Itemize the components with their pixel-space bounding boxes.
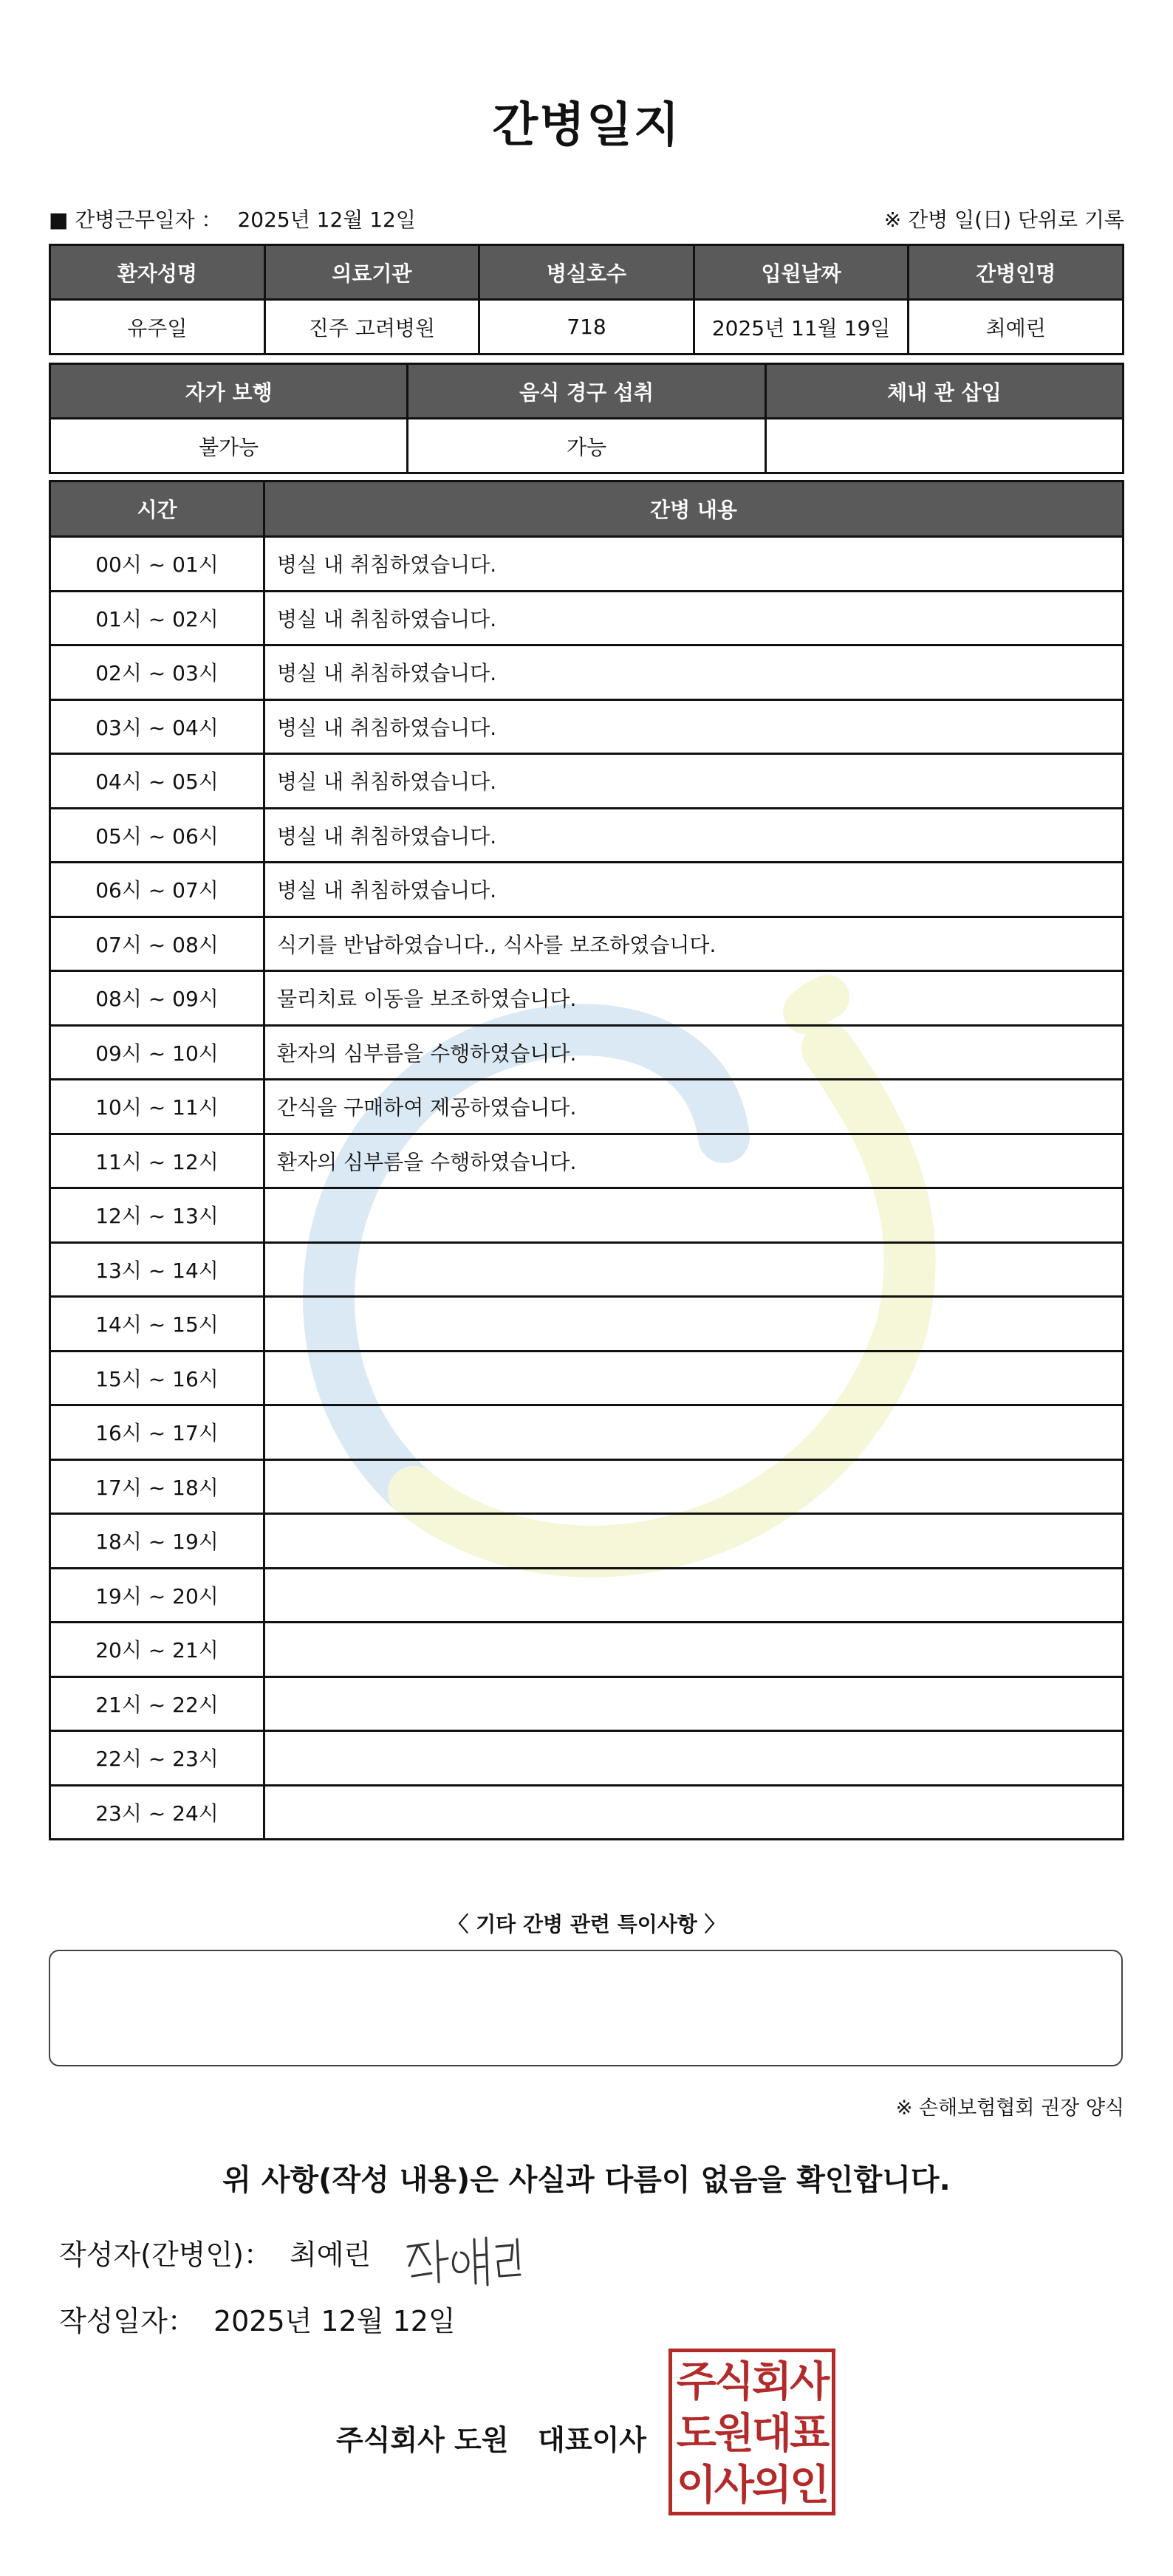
row-time: 12시 ~ 13시	[50, 1188, 264, 1243]
row-time: 14시 ~ 15시	[50, 1297, 264, 1352]
author-name: 최예린	[290, 2238, 372, 2271]
table-row	[50, 591, 1124, 645]
row-content: 병실 내 취침하였습니다.	[264, 645, 1124, 700]
table-row	[50, 1297, 1124, 1352]
row-time: 09시 ~ 10시	[50, 1025, 264, 1080]
room-number: 718	[479, 300, 694, 354]
row-time: 19시 ~ 20시	[50, 1568, 264, 1623]
table-row	[50, 1731, 1124, 1786]
handwritten-signature	[399, 2230, 532, 2297]
care-log-body	[50, 537, 1124, 1840]
admission-date: 2025년 11월 19일	[694, 300, 909, 354]
row-time: 00시 ~ 01시	[50, 537, 264, 592]
row-content	[264, 1351, 1124, 1405]
row-content: 병실 내 취침하였습니다.	[264, 537, 1124, 592]
header-hospital: 의료기관	[264, 245, 479, 300]
row-content	[264, 1623, 1124, 1677]
row-content: 간식을 구매하여 제공하였습니다.	[264, 1080, 1124, 1134]
work-date-value: 2025년 12월 12일	[237, 208, 416, 232]
table-row	[50, 537, 1124, 592]
table-row	[50, 1080, 1124, 1134]
row-content: 식기를 반납하였습니다., 식사를 보조하였습니다.	[264, 917, 1124, 971]
seal-line-3: 이사의인	[676, 2462, 828, 2510]
company-name: 주식회사 도원 대표이사	[336, 2424, 646, 2456]
table-row	[50, 1514, 1124, 1569]
row-content	[264, 1785, 1124, 1840]
header-caregiver: 간병인명	[909, 245, 1124, 300]
tube-status	[765, 419, 1123, 473]
row-time: 06시 ~ 07시	[50, 863, 264, 917]
table-row	[50, 645, 1124, 700]
row-time: 17시 ~ 18시	[50, 1459, 264, 1514]
row-time: 03시 ~ 04시	[50, 699, 264, 754]
row-content: 병실 내 취침하였습니다.	[264, 591, 1124, 645]
table-row	[50, 1459, 1124, 1514]
patient-name: 유주일	[50, 300, 265, 354]
header-tube: 체내 관 삽입	[765, 364, 1123, 419]
header-room: 병실호수	[479, 245, 694, 300]
row-time: 01시 ~ 02시	[50, 591, 264, 645]
row-time: 22시 ~ 23시	[50, 1731, 264, 1786]
date-line	[59, 2298, 456, 2339]
table-row	[50, 1025, 1124, 1080]
date-label: 작성일자：	[59, 2305, 196, 2337]
row-time: 04시 ~ 05시	[50, 754, 264, 809]
row-content	[264, 1459, 1124, 1514]
row-time: 15시 ~ 16시	[50, 1351, 264, 1405]
row-time: 20시 ~ 21시	[50, 1623, 264, 1677]
author-label: 작성자(간병인)：	[59, 2238, 272, 2271]
date-value: 2025년 12월 12일	[213, 2305, 456, 2337]
table-row	[50, 971, 1124, 1026]
table-row	[50, 754, 1124, 809]
seal-line-2: 도원대표	[676, 2410, 828, 2458]
row-content: 병실 내 취침하였습니다.	[264, 754, 1124, 809]
table-row	[50, 1188, 1124, 1243]
header-time: 시간	[50, 482, 264, 537]
table-row	[50, 1134, 1124, 1188]
row-content	[264, 1676, 1124, 1731]
table-row	[50, 1351, 1124, 1405]
table-row	[50, 917, 1124, 971]
row-time: 07시 ~ 08시	[50, 917, 264, 971]
table-row	[50, 808, 1124, 863]
company-seal	[668, 2349, 835, 2515]
row-time: 05시 ~ 06시	[50, 808, 264, 863]
walking-status: 불가능	[50, 419, 408, 473]
header-walking: 자가 보행	[50, 364, 408, 419]
patient-status-table	[49, 363, 1124, 474]
header-care-content: 간병 내용	[264, 482, 1124, 537]
row-content	[264, 1242, 1124, 1297]
row-time: 23시 ~ 24시	[50, 1785, 264, 1840]
work-date-label: ■ 간병근무일자 ：	[49, 208, 222, 232]
oral-intake-status: 가능	[408, 419, 765, 473]
notes-box	[49, 1950, 1123, 2066]
row-content	[264, 1297, 1124, 1352]
row-time: 16시 ~ 17시	[50, 1405, 264, 1460]
row-content	[264, 1514, 1124, 1569]
work-date	[49, 204, 416, 233]
author-line	[59, 2232, 371, 2272]
row-content	[264, 1568, 1124, 1623]
row-time: 13시 ~ 14시	[50, 1242, 264, 1297]
document-title: 간병일지	[492, 98, 681, 153]
confirmation-statement: 위 사항(작성 내용)은 사실과 다름이 없음을 확인합니다.	[222, 2163, 951, 2197]
table-row	[50, 1242, 1124, 1297]
row-time: 02시 ~ 03시	[50, 645, 264, 700]
hospital: 진주 고려병원	[264, 300, 479, 354]
row-content	[264, 1188, 1124, 1243]
row-content	[264, 1405, 1124, 1460]
table-row	[50, 699, 1124, 754]
patient-info-table	[49, 244, 1124, 355]
row-time: 11시 ~ 12시	[50, 1134, 264, 1188]
header-oral-intake: 음식 경구 섭취	[408, 364, 765, 419]
notes-content	[50, 1951, 1121, 1975]
row-content: 병실 내 취침하였습니다.	[264, 863, 1124, 917]
caregiver-name: 최예린	[909, 300, 1124, 354]
row-time: 10시 ~ 11시	[50, 1080, 264, 1134]
table-row	[50, 1785, 1124, 1840]
notes-title: 〈 기타 간병 관련 특이사항 〉	[448, 1912, 725, 1936]
table-row	[50, 863, 1124, 917]
row-content	[264, 1731, 1124, 1786]
unit-note: ※ 간병 일(日) 단위로 기록	[883, 208, 1124, 232]
header-admission-date: 입원날짜	[694, 245, 909, 300]
table-row	[50, 1623, 1124, 1677]
row-content: 병실 내 취침하였습니다.	[264, 808, 1124, 863]
header-patient-name: 환자성명	[50, 245, 265, 300]
row-content: 환자의 심부름을 수행하였습니다.	[264, 1025, 1124, 1080]
row-time: 08시 ~ 09시	[50, 971, 264, 1026]
table-row	[50, 1676, 1124, 1731]
row-content: 환자의 심부름을 수행하였습니다.	[264, 1134, 1124, 1188]
row-content: 물리치료 이동을 보조하였습니다.	[264, 971, 1124, 1026]
table-row	[50, 1568, 1124, 1623]
row-content: 병실 내 취침하였습니다.	[264, 699, 1124, 754]
form-note: ※ 손해보험협회 권장 양식	[895, 2097, 1124, 2120]
seal-line-1: 주식회사	[676, 2358, 828, 2406]
care-log-table	[49, 480, 1124, 1840]
table-row	[50, 1405, 1124, 1460]
row-time: 18시 ~ 19시	[50, 1514, 264, 1569]
row-time: 21시 ~ 22시	[50, 1676, 264, 1731]
